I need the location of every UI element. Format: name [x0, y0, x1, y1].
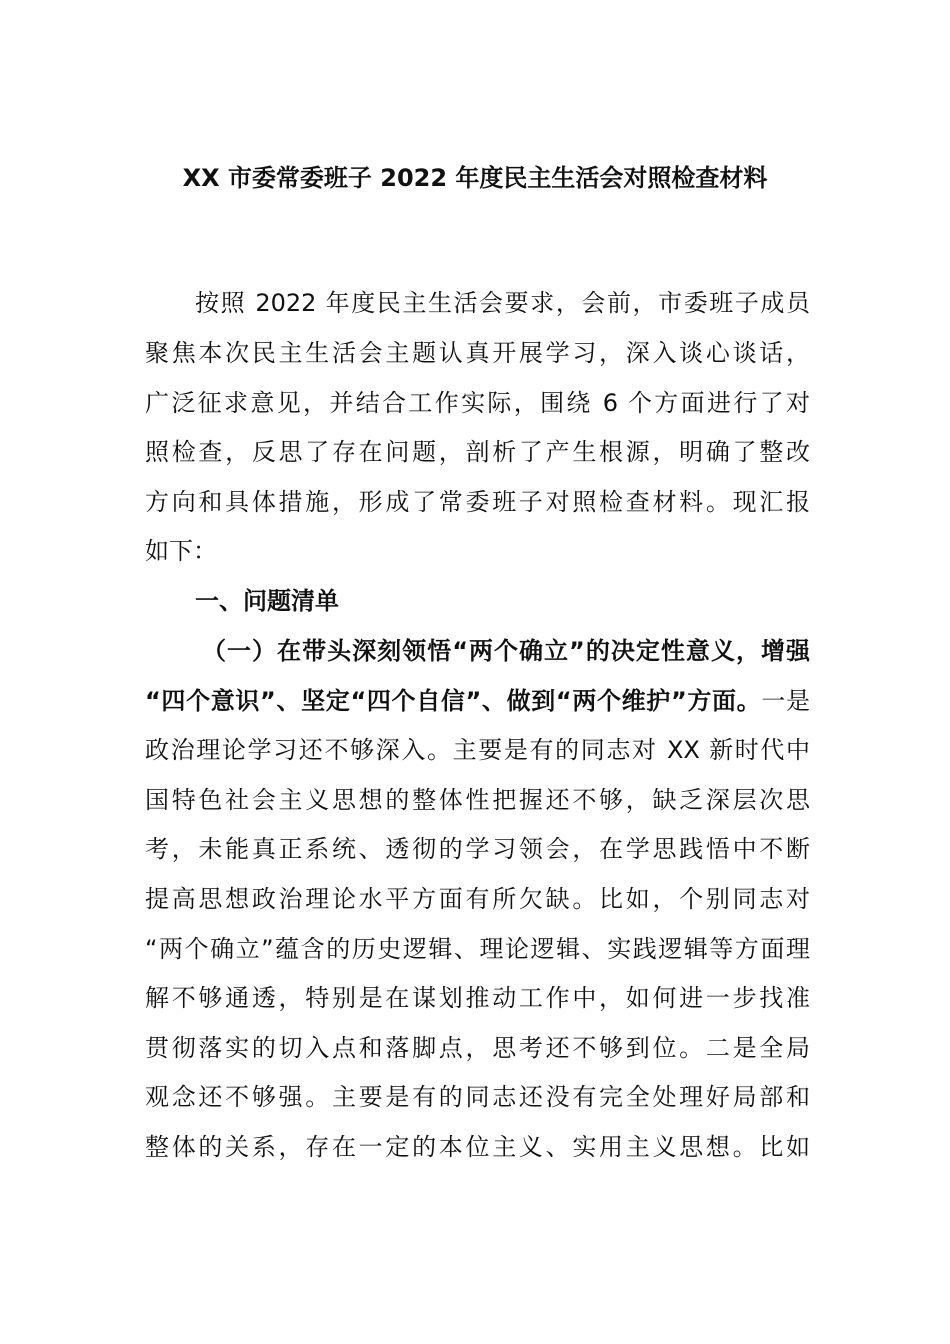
body-line: 观念还不够强。主要是有的同志还没有完全处理好局部和 [145, 1083, 810, 1111]
subsection-heading: （一）在带头深刻领悟“两个确立”的决定性意义，增强 [202, 637, 810, 665]
body-line: “两个确立”蕴含的历史逻辑、理论逻辑、实践逻辑等方面理 [145, 935, 810, 963]
subsection-heading-bold: “四个意识”、坚定“四个自信”、做到“两个维护”方面。 [145, 687, 762, 715]
intro-line: 照检查，反思了存在问题，剖析了产生根源，明确了整改 [145, 438, 810, 466]
body-line: 提高思想政治理论水平方面有所欠缺。比如，个别同志对 [145, 885, 810, 913]
body-line: 解不够通透，特别是在谋划推动工作中，如何进一步找准 [145, 984, 810, 1012]
body-line: 政治理论学习还不够深入。主要是有的同志对 XX 新时代中 [145, 736, 810, 764]
body-line: 贯彻落实的切入点和落脚点，思考还不够到位。二是全局 [145, 1034, 810, 1062]
document-title: XX 市委常委班子 2022 年度民主生活会对照检查材料 [182, 164, 768, 192]
intro-line: 如下： [145, 537, 217, 565]
section-heading: 一、问题清单 [195, 587, 339, 615]
body-line: 整体的关系，存在一定的本位主义、实用主义思想。比如 [145, 1133, 810, 1161]
intro-line: 广泛征求意见，并结合工作实际，围绕 6 个方面进行了对 [145, 389, 810, 417]
body-text: 一是 [761, 687, 810, 715]
intro-line: 方向和具体措施，形成了常委班子对照检查材料。现汇报 [145, 488, 810, 516]
subsection-heading-continued [145, 683, 810, 719]
intro-line: 按照 2022 年度民主生活会要求，会前，市委班子成员 [195, 289, 810, 317]
intro-line: 聚焦本次民主生活会主题认真开展学习，深入谈心谈话， [145, 339, 810, 367]
body-line: 考，未能真正系统、透彻的学习领会，在学思践悟中不断 [145, 835, 810, 863]
body-line: 国特色社会主义思想的整体性把握还不够，缺乏深层次思 [145, 786, 810, 814]
